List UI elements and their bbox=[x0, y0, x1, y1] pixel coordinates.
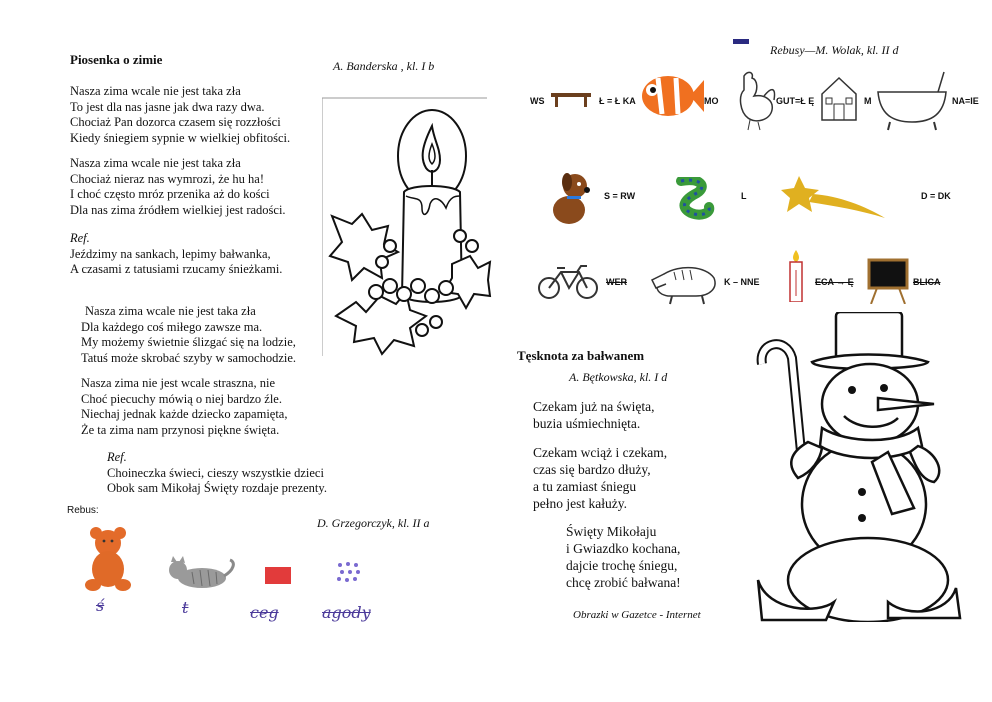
stanza-3 bbox=[566, 523, 681, 591]
candle-illustration bbox=[322, 96, 492, 358]
verse-line: Dla każdego coś miłego zawsze ma. bbox=[81, 319, 263, 334]
candle-icon bbox=[786, 250, 806, 302]
verse-line: dajcie trochę śniegu, bbox=[566, 558, 678, 573]
rebus-text: M bbox=[864, 96, 872, 106]
verse-line: My możemy świetnie ślizgać się na lodzie, bbox=[81, 335, 296, 349]
bicycle-icon bbox=[537, 264, 599, 300]
fish-icon bbox=[638, 70, 704, 122]
decorative-mark bbox=[733, 39, 749, 44]
poem-title: Piosenka o zimie bbox=[70, 52, 163, 67]
rebus-label: Rebus: bbox=[67, 505, 99, 516]
boar-icon bbox=[650, 260, 720, 306]
refrain-label: Ref. bbox=[107, 450, 127, 464]
rebus-text: WER bbox=[606, 277, 627, 287]
verse-line: Czekam wciąż i czekam, bbox=[533, 445, 668, 460]
rebus-text bbox=[815, 277, 854, 287]
brick-icon bbox=[265, 567, 291, 584]
verse-line: chcę zrobić bałwana! bbox=[566, 575, 681, 590]
verse-line: Że ta zima nam przynosi piękne święta. bbox=[81, 422, 280, 437]
verse-line: Nasza zima wcale nie jest taka zła bbox=[85, 304, 256, 318]
blackboard-icon bbox=[867, 258, 909, 304]
rebus-text: WS bbox=[530, 96, 545, 106]
rebus-text: GUT=Ł Ę bbox=[776, 96, 815, 106]
rebus-text: S = RW bbox=[604, 191, 636, 201]
verse-line: Niechaj jednak każde dziecko zapamięta, bbox=[81, 407, 288, 421]
stanza-2 bbox=[533, 444, 667, 512]
verse-line: To jest dla nas jasne jak dwa razy dwa. bbox=[70, 99, 265, 114]
verse-line: a tu zamiast śniegu bbox=[533, 479, 637, 494]
stanza-1 bbox=[533, 398, 654, 432]
verse-line: pełno jest kałuży. bbox=[533, 496, 627, 511]
snowman-illustration bbox=[738, 312, 978, 622]
teddy-bear-icon bbox=[83, 525, 133, 593]
rebus-answer: t bbox=[182, 598, 189, 617]
bench-icon bbox=[551, 91, 591, 107]
verse-line: Chociaż nieraz nas wymrozi, że hu ha! bbox=[70, 171, 265, 186]
dog-icon bbox=[545, 170, 595, 228]
shooting-star-icon bbox=[779, 170, 887, 220]
verse-line: Nasza zima wcale nie jest taka zła bbox=[70, 156, 241, 170]
house-icon bbox=[818, 74, 860, 122]
verse-line: Chociaż Pan dozorca czasem się rozzłości bbox=[70, 115, 281, 129]
rebus-answer: ś bbox=[96, 596, 105, 615]
rebus-text: Ł = Ł KA bbox=[599, 96, 636, 106]
stanza-4 bbox=[81, 376, 287, 438]
rebus-text: K – NNE bbox=[724, 277, 760, 287]
verse-line: Święty Mikołaju bbox=[566, 524, 657, 539]
stanza-2 bbox=[70, 156, 286, 218]
cat-icon bbox=[164, 556, 238, 590]
verse-line: czas się bardzo dłuży, bbox=[533, 462, 651, 477]
rebus-answer: ceg bbox=[250, 603, 279, 622]
rebus-text: NA=IE bbox=[952, 96, 979, 106]
verse-line: Choć piecuchy mówią o niej bardzo źle. bbox=[81, 391, 282, 406]
rebus-text-struck: ECA → Ę bbox=[815, 277, 854, 287]
poem-author: A. Bętkowska, kl. I d bbox=[569, 370, 668, 384]
rebusy-author: Rebusy—M. Wolak, kl. II d bbox=[770, 43, 899, 57]
refrain-2 bbox=[107, 450, 327, 497]
verse-line: Obok sam Mikołaj Święty rozdaje prezenty. bbox=[107, 481, 327, 495]
verse-line: Jeździmy na sankach, lepimy bałwanka, bbox=[70, 246, 271, 261]
verse-line: Tatuś może skrobać szyby w samochodzie. bbox=[81, 350, 297, 365]
refrain-label: Ref. bbox=[70, 231, 90, 245]
rebus-text: D = DK bbox=[921, 191, 951, 201]
verse-line: Nasza zima nie jest wcale straszna, nie bbox=[81, 376, 276, 390]
rooster-icon bbox=[734, 66, 776, 132]
bathtub-icon bbox=[876, 70, 950, 132]
verse-line: I choć często mróz przenika aż do kości bbox=[70, 187, 270, 201]
rebus-author: D. Grzegorczyk, kl. II a bbox=[317, 516, 430, 530]
poem-author: A. Banderska , kl. I b bbox=[333, 59, 435, 73]
stanza-3 bbox=[81, 304, 296, 366]
refrain-1 bbox=[70, 231, 282, 278]
verse-line: Nasza zima wcale nie jest taka zła bbox=[70, 84, 241, 98]
poem-title: Tęsknota za bałwanem bbox=[517, 348, 645, 363]
verse-line: Choineczka świeci, cieszy wszystkie dzieci bbox=[107, 465, 324, 480]
stanza-1 bbox=[70, 84, 290, 146]
rebus-answer: agody bbox=[322, 603, 371, 622]
image-credit: Obrazki w Gazetce - Internet bbox=[573, 609, 701, 621]
verse-line: buzia uśmiechnięta. bbox=[533, 416, 641, 431]
berries-icon bbox=[336, 561, 364, 585]
verse-line: i Gwiazdko kochana, bbox=[566, 541, 681, 556]
rebus-text: L bbox=[741, 191, 747, 201]
scarf-icon bbox=[671, 177, 715, 221]
verse-line: Czekam już na święta, bbox=[533, 399, 655, 414]
rebus-text: BLICA bbox=[913, 277, 941, 287]
verse-line: Dla nas zima źródłem wielkiej jest radości. bbox=[70, 202, 286, 217]
verse-line: Kiedy śniegiem sypnie w wielkiej obfitości. bbox=[70, 130, 291, 145]
rebus-text: MO bbox=[704, 96, 719, 106]
verse-line: A czasami z tatusiami rzucamy śnieżkami. bbox=[70, 262, 283, 276]
